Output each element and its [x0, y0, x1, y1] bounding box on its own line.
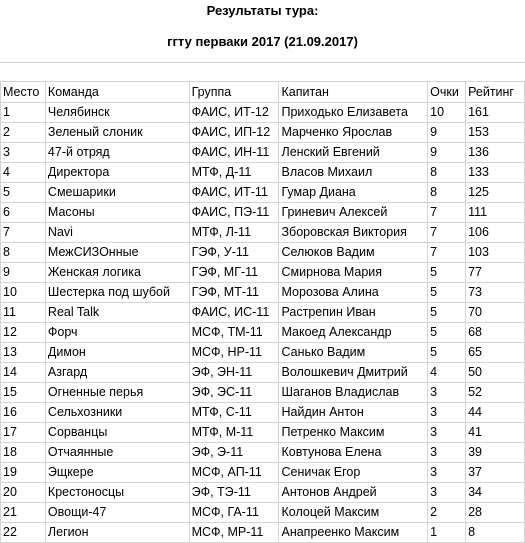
table-row: [1, 343, 525, 363]
cell-team[interactable]: Легион: [45, 523, 189, 543]
cell-points[interactable]: 4: [428, 363, 466, 383]
cell-rating[interactable]: 106: [466, 223, 525, 243]
table-row: [1, 523, 525, 543]
cell-rating[interactable]: 77: [466, 263, 525, 283]
cell-points[interactable]: 3: [428, 423, 466, 443]
cell-place[interactable]: 9: [1, 263, 46, 283]
cell-points[interactable]: 5: [428, 303, 466, 323]
cell-place[interactable]: 4: [1, 163, 46, 183]
cell-place[interactable]: 10: [1, 283, 46, 303]
table-row: [1, 123, 525, 143]
table-row: [1, 263, 525, 283]
cell-captain[interactable]: Санько Вадим: [279, 343, 428, 363]
cell-captain[interactable]: Антонов Андрей: [279, 483, 428, 503]
cell-captain[interactable]: Морозова Алина: [279, 283, 428, 303]
column-header-rating[interactable]: Рейтинг: [466, 82, 525, 103]
cell-group[interactable]: МТФ, Л-11: [189, 223, 279, 243]
cell-place[interactable]: 17: [1, 423, 46, 443]
cell-points[interactable]: 7: [428, 203, 466, 223]
cell-team[interactable]: Отчаянные: [45, 443, 189, 463]
cell-rating[interactable]: 70: [466, 303, 525, 323]
cell-group[interactable]: ГЭФ, МГ-11: [189, 263, 279, 283]
cell-place[interactable]: 1: [1, 103, 46, 123]
table-row: [1, 443, 525, 463]
results-title: Результаты тура:: [206, 3, 319, 18]
cell-place[interactable]: 18: [1, 443, 46, 463]
cell-place[interactable]: 13: [1, 343, 46, 363]
cell-group[interactable]: МТФ, М-11: [189, 423, 279, 443]
table-row: [1, 203, 525, 223]
table-row: [1, 463, 525, 483]
table-row: [1, 243, 525, 263]
cell-team[interactable]: Челябинск: [45, 103, 189, 123]
table-row: [1, 103, 525, 123]
column-header-team[interactable]: Команда: [45, 82, 189, 103]
tournament-subtitle: ггту перваки 2017 (21.09.2017): [167, 34, 358, 49]
cell-place[interactable]: 12: [1, 323, 46, 343]
cell-points[interactable]: 5: [428, 283, 466, 303]
cell-points[interactable]: 5: [428, 323, 466, 343]
cell-team[interactable]: Директора: [45, 163, 189, 183]
cell-place[interactable]: 22: [1, 523, 46, 543]
cell-team[interactable]: Димон: [45, 343, 189, 363]
cell-place[interactable]: 6: [1, 203, 46, 223]
cell-captain[interactable]: Власов Михаил: [279, 163, 428, 183]
table-row: [1, 143, 525, 163]
cell-points[interactable]: 10: [428, 103, 466, 123]
cell-group[interactable]: МСФ, ГА-11: [189, 503, 279, 523]
cell-captain[interactable]: Анапреенко Максим: [279, 523, 428, 543]
cell-place[interactable]: 14: [1, 363, 46, 383]
cell-rating[interactable]: 52: [466, 383, 525, 403]
cell-team[interactable]: Азгард: [45, 363, 189, 383]
cell-captain[interactable]: Шаганов Владислав: [279, 383, 428, 403]
cell-captain[interactable]: Макоед Александр: [279, 323, 428, 343]
cell-captain[interactable]: Марченко Ярослав: [279, 123, 428, 143]
cell-points[interactable]: 9: [428, 123, 466, 143]
column-header-group[interactable]: Группа: [189, 82, 279, 103]
cell-group[interactable]: МСФ, НР-11: [189, 343, 279, 363]
cell-group[interactable]: ЭФ, ТЭ-11: [189, 483, 279, 503]
cell-group[interactable]: МСФ, ТМ-11: [189, 323, 279, 343]
cell-place[interactable]: 2: [1, 123, 46, 143]
cell-points[interactable]: 3: [428, 463, 466, 483]
cell-group[interactable]: МТФ, С-11: [189, 403, 279, 423]
cell-team[interactable]: Navi: [45, 223, 189, 243]
cell-captain[interactable]: Селюков Вадим: [279, 243, 428, 263]
cell-captain[interactable]: Сеничак Егор: [279, 463, 428, 483]
table-row: [1, 323, 525, 343]
cell-team[interactable]: Масоны: [45, 203, 189, 223]
table-row: [1, 403, 525, 423]
results-table: [0, 81, 525, 543]
cell-group[interactable]: ФАИС, ИП-12: [189, 123, 279, 143]
cell-rating[interactable]: 8: [466, 523, 525, 543]
cell-team[interactable]: Real Talk: [45, 303, 189, 323]
cell-place[interactable]: 16: [1, 403, 46, 423]
cell-points[interactable]: 7: [428, 243, 466, 263]
cell-place[interactable]: 8: [1, 243, 46, 263]
cell-points[interactable]: 2: [428, 503, 466, 523]
cell-group[interactable]: ФАИС, ИТ-11: [189, 183, 279, 203]
cell-points[interactable]: 3: [428, 403, 466, 423]
table-row: [1, 183, 525, 203]
cell-captain[interactable]: Колоцей Максим: [279, 503, 428, 523]
cell-points[interactable]: 7: [428, 223, 466, 243]
cell-captain[interactable]: Петренко Максим: [279, 423, 428, 443]
cell-group[interactable]: ФАИС, ИТ-12: [189, 103, 279, 123]
cell-team[interactable]: Форч: [45, 323, 189, 343]
cell-rating[interactable]: 133: [466, 163, 525, 183]
cell-group[interactable]: ЭФ, ЭС-11: [189, 383, 279, 403]
cell-rating[interactable]: 153: [466, 123, 525, 143]
cell-rating[interactable]: 44: [466, 403, 525, 423]
cell-team[interactable]: Сельхозники: [45, 403, 189, 423]
cell-captain[interactable]: Ленский Евгений: [279, 143, 428, 163]
table-row: [1, 303, 525, 323]
column-header-points[interactable]: Очки: [428, 82, 466, 103]
cell-rating[interactable]: 125: [466, 183, 525, 203]
cell-rating[interactable]: 111: [466, 203, 525, 223]
cell-rating[interactable]: 50: [466, 363, 525, 383]
cell-group[interactable]: ЭФ, Э-11: [189, 443, 279, 463]
cell-rating[interactable]: 103: [466, 243, 525, 263]
cell-captain[interactable]: Зборовская Виктория: [279, 223, 428, 243]
table-row: [1, 503, 525, 523]
empty-row: [0, 62, 525, 81]
cell-place[interactable]: 11: [1, 303, 46, 323]
cell-place[interactable]: 5: [1, 183, 46, 203]
cell-group[interactable]: ЭФ, ЭН-11: [189, 363, 279, 383]
cell-team[interactable]: Огненные перья: [45, 383, 189, 403]
cell-team[interactable]: Зеленый слоник: [45, 123, 189, 143]
cell-points[interactable]: 5: [428, 263, 466, 283]
cell-captain[interactable]: Гумар Диана: [279, 183, 428, 203]
cell-points[interactable]: 8: [428, 183, 466, 203]
table-row: [1, 223, 525, 243]
cell-group[interactable]: ГЭФ, МТ-11: [189, 283, 279, 303]
cell-team[interactable]: Шестерка под шубой: [45, 283, 189, 303]
cell-points[interactable]: 8: [428, 163, 466, 183]
cell-team[interactable]: МежСИЗОнные: [45, 243, 189, 263]
cell-group[interactable]: МСФ, МР-11: [189, 523, 279, 543]
cell-place[interactable]: 7: [1, 223, 46, 243]
cell-captain[interactable]: Гриневич Алексей: [279, 203, 428, 223]
cell-group[interactable]: ФАИС, ПЭ-11: [189, 203, 279, 223]
cell-points[interactable]: 3: [428, 483, 466, 503]
table-row: [1, 163, 525, 183]
table-header-row: [1, 82, 525, 103]
cell-place[interactable]: 3: [1, 143, 46, 163]
table-row: [1, 363, 525, 383]
cell-points[interactable]: 5: [428, 343, 466, 363]
cell-group[interactable]: ГЭФ, У-11: [189, 243, 279, 263]
cell-group[interactable]: МТФ, Д-11: [189, 163, 279, 183]
cell-team[interactable]: Овощи-47: [45, 503, 189, 523]
cell-captain[interactable]: Волошкевич Дмитрий: [279, 363, 428, 383]
cell-captain[interactable]: Ковтунова Елена: [279, 443, 428, 463]
cell-place[interactable]: 15: [1, 383, 46, 403]
cell-team[interactable]: Женская логика: [45, 263, 189, 283]
cell-points[interactable]: 9: [428, 143, 466, 163]
cell-rating[interactable]: 161: [466, 103, 525, 123]
cell-points[interactable]: 3: [428, 443, 466, 463]
table-row: [1, 383, 525, 403]
table-row: [1, 483, 525, 503]
cell-captain[interactable]: Приходько Елизавета: [279, 103, 428, 123]
cell-rating[interactable]: 34: [466, 483, 525, 503]
cell-team[interactable]: 47-й отряд: [45, 143, 189, 163]
cell-team[interactable]: Сорванцы: [45, 423, 189, 443]
table-row: [1, 423, 525, 443]
cell-rating[interactable]: 28: [466, 503, 525, 523]
cell-group[interactable]: ФАИС, ИС-11: [189, 303, 279, 323]
cell-rating[interactable]: 136: [466, 143, 525, 163]
cell-points[interactable]: 3: [428, 383, 466, 403]
cell-team[interactable]: Смешарики: [45, 183, 189, 203]
column-header-place[interactable]: Место: [1, 82, 46, 103]
cell-captain[interactable]: Смирнова Мария: [279, 263, 428, 283]
cell-rating[interactable]: 65: [466, 343, 525, 363]
cell-rating[interactable]: 41: [466, 423, 525, 443]
cell-rating[interactable]: 37: [466, 463, 525, 483]
cell-place[interactable]: 20: [1, 483, 46, 503]
cell-rating[interactable]: 39: [466, 443, 525, 463]
cell-group[interactable]: ФАИС, ИН-11: [189, 143, 279, 163]
cell-group[interactable]: МСФ, АП-11: [189, 463, 279, 483]
cell-rating[interactable]: 73: [466, 283, 525, 303]
cell-place[interactable]: 19: [1, 463, 46, 483]
column-header-captain[interactable]: Капитан: [279, 82, 428, 103]
cell-team[interactable]: Эщкере: [45, 463, 189, 483]
cell-team[interactable]: Крестоносцы: [45, 483, 189, 503]
cell-points[interactable]: 1: [428, 523, 466, 543]
cell-captain[interactable]: Растрепин Иван: [279, 303, 428, 323]
cell-captain[interactable]: Найдин Антон: [279, 403, 428, 423]
cell-place[interactable]: 21: [1, 503, 46, 523]
cell-rating[interactable]: 68: [466, 323, 525, 343]
table-row: [1, 283, 525, 303]
